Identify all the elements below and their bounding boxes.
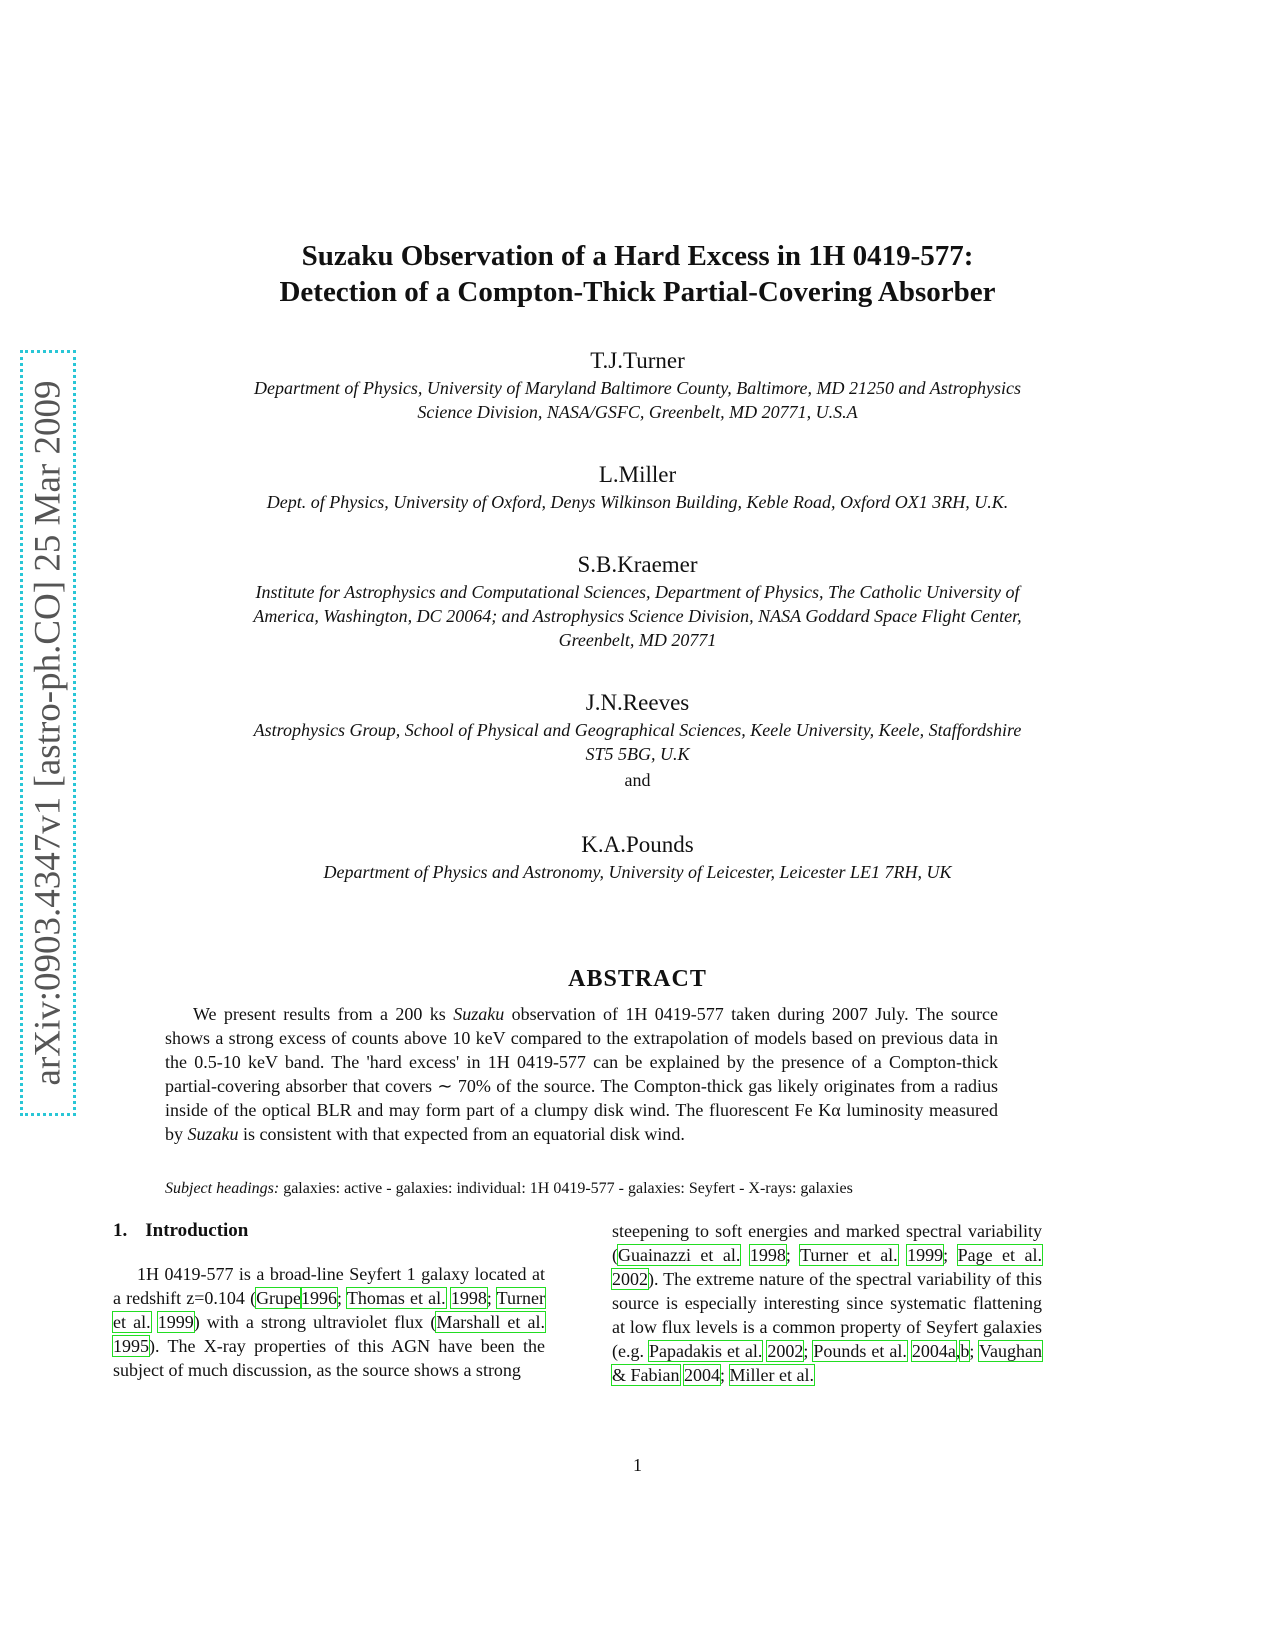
subject-headings-label: Subject headings: (165, 1180, 280, 1197)
citation-link[interactable]: Marshall et al. (436, 1312, 545, 1332)
author-affiliation (115, 376, 1160, 424)
subject-headings (165, 1180, 1005, 1198)
page-number: 1 (633, 1455, 642, 1475)
body-text: ). The X-ray properties of this AGN have been the subject of much discussion, as the source shows a strong (113, 1336, 545, 1380)
body-text: ) with a strong ultraviolet flux ( (193, 1312, 437, 1332)
abstract-text: observation of 1H 0419-577 taken during 2007 July. The source shows a strong excess of counts above 10 keV compared to the extrapolation of models based on previous data in the 0.5-10 keV band. The 'hard excess' in 1H 0419-577 can be explained by the presence of a Compton-thick partial-covering absorber that covers ∼ 70% of the source. The Compton-thick gas likely originates from a radius inside of the optical BLR and may form part of a clumpy disk wind. The fluorescent Fe Kα luminosity measured by (165, 1004, 998, 1144)
author-name: J.N.Reeves (585, 690, 690, 715)
citation-link[interactable]: 2002 (767, 1341, 804, 1361)
section-heading (113, 1220, 248, 1242)
affiliation-line: Astrophysics Group, School of Physical and Geographical Sciences, Keele University, Keele, Staffordshire (253, 720, 1022, 740)
citation-link[interactable]: Turner et al. (799, 1245, 898, 1265)
citation-link[interactable]: 1998 (450, 1288, 487, 1308)
author-affiliation (115, 860, 1160, 884)
affiliation-line: America, Washington, DC 20064; and Astrophysics Science Division, NASA Goddard Space Flight Center, (253, 606, 1022, 626)
body-text: 1H 0419-577 is a broad-line Seyfert 1 galaxy located at a redshift z=0.104 ( (113, 1264, 545, 1308)
citation-link[interactable]: 1999 (907, 1245, 944, 1265)
citation-link[interactable]: 1998 (749, 1245, 786, 1265)
affiliation-line: Department of Physics and Astronomy, University of Leicester, Leicester LE1 7RH, UK (323, 862, 952, 882)
affiliation-line: Dept. of Physics, University of Oxford, Denys Wilkinson Building, Keble Road, Oxford OX1 3RH, U.K. (266, 492, 1009, 512)
citation-link[interactable]: Papadakis et al. (648, 1341, 763, 1361)
affiliation-line: Department of Physics, University of Maryland Baltimore County, Baltimore, MD 21250 and Astrophysics (253, 378, 1022, 398)
author-name: S.B.Kraemer (577, 552, 698, 577)
separator: ; (337, 1288, 347, 1308)
citation-link[interactable]: Vaughan & Fabian (612, 1341, 1042, 1385)
citation-link[interactable]: 2004a (911, 1341, 956, 1361)
abstract-mission-name: Suzaku (187, 1124, 239, 1144)
subject-headings-text: galaxies: active - galaxies: individual: 1H 0419-577 - galaxies: Seyfert - X-rays: galaxies (279, 1180, 853, 1197)
affiliation-line: ST5 5BG, U.K (585, 744, 690, 764)
citation-link[interactable]: b (960, 1341, 970, 1361)
abstract-heading: ABSTRACT (568, 966, 707, 992)
citation-link[interactable]: Turner et al. (113, 1288, 545, 1332)
affiliation-line: Science Division, NASA/GSFC, Greenbelt, MD 20771, U.S.A (417, 402, 858, 422)
citation-link[interactable]: Page et al. (957, 1245, 1042, 1265)
citation-link[interactable]: Pounds et al. (813, 1341, 907, 1361)
separator: ; (943, 1245, 958, 1265)
author-affiliation (115, 490, 1160, 514)
author-affiliation (115, 718, 1160, 766)
affiliation-line: Greenbelt, MD 20771 (558, 630, 717, 650)
paper-title (0, 238, 1275, 310)
section-number: 1. (113, 1220, 128, 1241)
author-name: K.A.Pounds (581, 832, 694, 857)
and-connector: and (624, 770, 651, 790)
separator: ; (720, 1365, 730, 1385)
abstract-text: We present results from a 200 ks (193, 1004, 454, 1024)
section-title: Introduction (145, 1220, 249, 1241)
citation-link[interactable]: 1995 (113, 1336, 149, 1356)
citation-link[interactable]: Thomas et al. (346, 1288, 446, 1308)
separator: ; (785, 1245, 800, 1265)
citation-link[interactable]: Grupe (256, 1288, 302, 1308)
body-text: ). The extreme nature of the spectral variability of this source is especially interesting since systematic flattening at low flux levels is a common property of Seyfert galaxies (e.g. (612, 1269, 1042, 1361)
author-name: L.Miller (598, 462, 677, 487)
author-affiliation (115, 580, 1160, 652)
affiliation-line: Institute for Astrophysics and Computational Sciences, Department of Physics, The Catholic University of (255, 582, 1020, 602)
intro-right-column (612, 1219, 1042, 1387)
citation-link[interactable]: 2002 (612, 1269, 648, 1289)
body-text: steepening to soft energies and marked spectral variability ( (612, 1221, 1042, 1265)
separator: ; (969, 1341, 980, 1361)
citation-link[interactable]: Guainazzi et al. (618, 1245, 741, 1265)
separator: ; (803, 1341, 814, 1361)
separator: , (955, 1341, 961, 1361)
arxiv-id: arXiv:0903.4347v1 [astro-ph.CO] 25 Mar 2009 (27, 380, 69, 1086)
intro-left-column (113, 1262, 545, 1382)
separator: ; (486, 1288, 497, 1308)
title-line-1: Suzaku Observation of a Hard Excess in 1H 0419-577: (301, 240, 974, 272)
citation-link[interactable]: 2004 (684, 1365, 720, 1385)
abstract-text: is consistent with that expected from an equatorial disk wind. (238, 1124, 685, 1144)
abstract-body (165, 1002, 998, 1146)
citation-link[interactable]: Miller et al. (729, 1365, 814, 1385)
citation-link[interactable]: 1999 (157, 1312, 194, 1332)
title-line-2: Detection of a Compton-Thick Partial-Covering Absorber (279, 276, 996, 308)
author-name: T.J.Turner (590, 348, 685, 373)
abstract-mission-name: Suzaku (453, 1004, 505, 1024)
citation-link[interactable]: 1996 (301, 1288, 338, 1308)
